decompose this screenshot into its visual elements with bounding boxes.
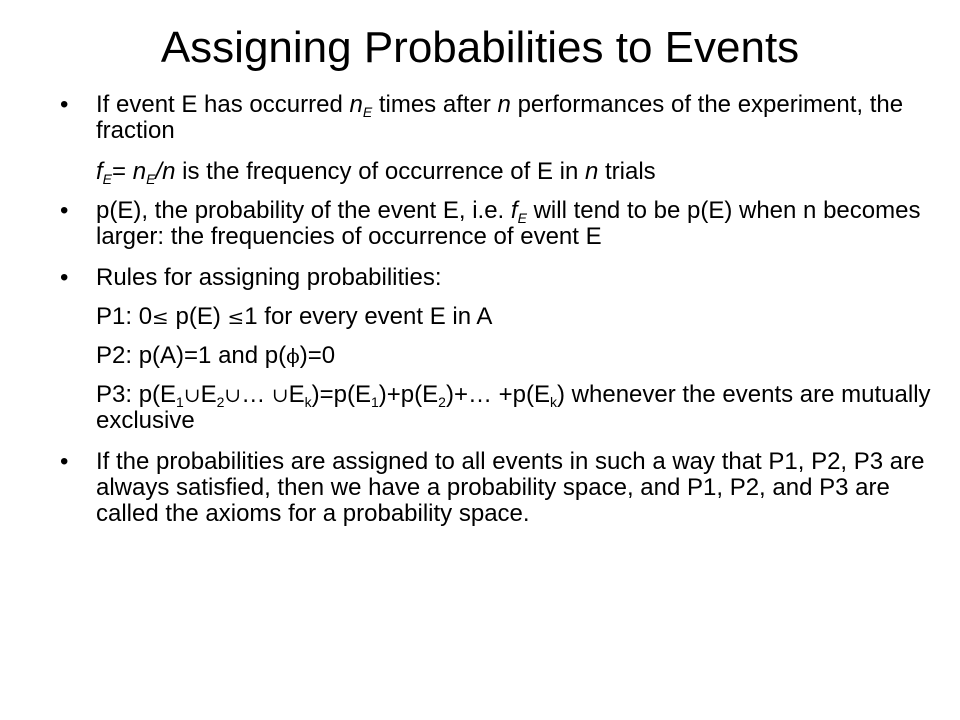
text: Rules for assigning probabilities:	[96, 264, 442, 291]
cup-symbol: ∪	[224, 383, 242, 407]
text: …	[241, 381, 272, 408]
sub-1: 1	[176, 394, 184, 410]
text: )=0	[299, 342, 336, 369]
text: 1 for every event E in A	[244, 303, 493, 330]
text: p(E)	[168, 303, 228, 330]
sub-e: E	[362, 104, 373, 120]
axiom-p2	[60, 343, 940, 369]
text: )+p(E	[378, 381, 439, 408]
text: performances of the experiment, the fraction	[96, 91, 904, 144]
text: E	[288, 381, 305, 408]
bullet-event-occurrence	[60, 92, 940, 144]
text: E	[200, 381, 217, 408]
axiom-p1	[60, 304, 940, 330]
text: )=p(E	[311, 381, 371, 408]
sub-1: 1	[371, 394, 379, 410]
bullet-probability-definition	[60, 198, 940, 250]
slide-title: Assigning Probabilities to Events	[160, 23, 800, 72]
sub-e: E	[146, 171, 156, 187]
cup-symbol: ∪	[271, 383, 289, 407]
sub-k: k	[304, 394, 312, 410]
var-n: n	[497, 91, 511, 118]
text: P2: p(A)=1 and p(	[96, 342, 287, 369]
text: =	[112, 158, 133, 185]
var-n: n	[349, 91, 363, 118]
cup-symbol: ∪	[183, 383, 201, 407]
var-f: f	[510, 197, 518, 224]
var-n: n	[162, 158, 176, 185]
text: ) whenever the events are mutually exclusive	[96, 381, 931, 434]
text: times after	[372, 91, 498, 118]
var-f: f	[96, 158, 103, 185]
bullet-dot: •	[60, 91, 69, 118]
bullet-dot: •	[60, 448, 69, 475]
sub-e: E	[102, 171, 113, 187]
text: p(E), the probability of the event E, i.e.	[96, 197, 511, 224]
axiom-p3	[60, 382, 940, 434]
bullet-dot: •	[60, 197, 69, 224]
bullet-probability-space	[60, 449, 940, 527]
text: trials	[598, 158, 656, 185]
le-symbol: ≤	[152, 305, 169, 329]
slide-body	[60, 92, 940, 542]
text: )+… +p(E	[445, 381, 550, 408]
text: P1: 0	[96, 303, 153, 330]
text: is the frequency of occurrence of E in	[175, 158, 585, 185]
bullet-rules-heading	[60, 265, 940, 291]
frequency-formula-line	[60, 159, 940, 185]
var-n: n	[132, 158, 147, 185]
text: If the probabilities are assigned to all events in such a way that P1, P2, P3 are always satisfied, then we have a probability space, and P1, P2, and P3 are called the axioms for a probability space.	[96, 448, 925, 527]
text: will tend to be p(E) when n becomes larger: the frequencies of occurrence of event E	[96, 197, 921, 250]
le-symbol: ≤	[227, 305, 245, 329]
sub-2: 2	[216, 394, 225, 410]
bullet-dot: •	[60, 264, 69, 291]
slash: /	[155, 158, 163, 185]
sub-2: 2	[438, 394, 446, 410]
text: If event E has occurred	[96, 91, 350, 118]
var-n: n	[584, 158, 599, 185]
phi-symbol: ϕ	[286, 344, 300, 368]
text: P3: p(E	[96, 381, 177, 408]
sub-e: E	[517, 210, 527, 226]
sub-k: k	[550, 394, 557, 410]
